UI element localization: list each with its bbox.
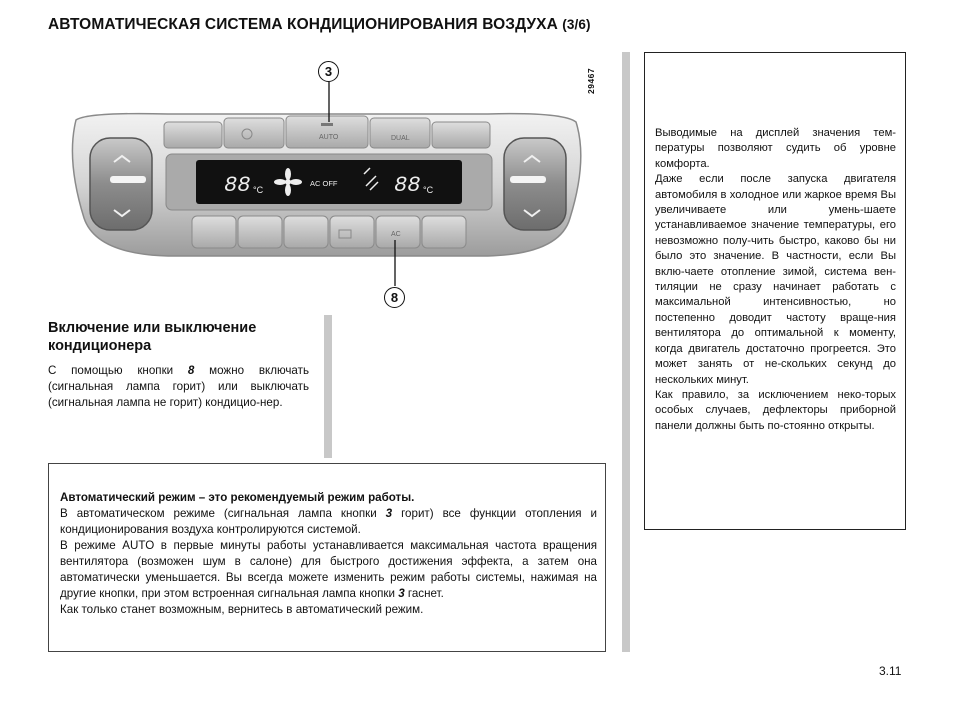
climate-panel-illustration (48, 50, 608, 312)
button-number-3-b: 3 (398, 587, 405, 600)
callout-3: 3 (318, 61, 339, 82)
display-right-digits: 88 (394, 173, 421, 198)
top-button-5 (432, 122, 490, 148)
note-bold-line: Автоматический режим – это рекомендуемый режим работы. (60, 491, 415, 504)
right-knob (504, 138, 566, 230)
callout-8: 8 (384, 287, 405, 308)
sidebox-paragraph-1: Выводимые на дисплей значения тем-пературы позволяют судить об уровне комфорта. (655, 127, 896, 170)
display-left-unit: °C (253, 185, 264, 195)
sidebox-paragraph-2: Даже если после запуска двигателя автомобиля в холодное или жаркое время Вы увеличиваете или умень-шаете устанавливаемое значение температуры, его невозможно полу-чить быстро, каково бы ни было это значение. В частности, если Вы вклю-чаете отопление зимой, система вен-тиляции не сразу начинает работать с максимальной интенсивностью, но постепенно доводит частоту враще-ния вентилятора до оптимальной к моменту, когда двигатель достаточно прогреется. Это может занять от не-скольких секунд до нескольких минут. (655, 173, 896, 386)
bottom-button-3 (284, 216, 328, 248)
section-heading: Включение или выключение кондиционера (48, 320, 257, 354)
left-margin-bar (324, 315, 332, 458)
top-button-1 (164, 122, 222, 148)
climate-panel-figure (48, 50, 608, 312)
center-margin-bar (622, 52, 630, 652)
dual-label: DUAL (391, 135, 410, 142)
auto-led (321, 123, 333, 126)
auto-mode-note (48, 463, 606, 652)
display-right-unit: °C (423, 185, 434, 195)
bottom-button-1 (192, 216, 236, 248)
note-paragraph-3: В режиме AUTO в первые минуты работы устанавливается максимальная частота вращения вентилятора (возможен шум в салоне) для быстрого достижения эффекта, а затем она автоматически уменьшается. Вы всегда можете изменить режим работы системы, нажимая на другие кнопки, при этом встроенная сигнальная лампа кнопки 3 гаснет. (60, 539, 597, 600)
button-number-8: 8 (187, 364, 195, 377)
page-title (48, 16, 591, 34)
top-button-2 (224, 118, 284, 148)
note-paragraph-4: Как только станет возможным, вернитесь в автоматический режим. (60, 603, 424, 616)
section-body-post: можно включать (сигнальная лампа горит) или выключать (сигнальная лампа не горит) кондицио-нер. (48, 364, 309, 409)
figure-code: 29467 (586, 67, 596, 94)
bottom-button-6 (422, 216, 466, 248)
page-number: 3.11 (879, 664, 902, 678)
display-left-digits: 88 (224, 173, 251, 198)
ac-off-label: AC OFF (310, 179, 338, 188)
button-number-3: 3 (385, 507, 393, 520)
note-paragraph-2: В автоматическом режиме (сигнальная лампа кнопки 3 горит) все функции отопления и кондиционирования воздуха контролируются системой. (60, 507, 597, 536)
title-part: (3/6) (562, 17, 591, 32)
sidebox-paragraph-3: Как правило, за исключением неко-торых особых случаев, дефлекторы приборной панели должны быть по-стоянно открыты. (655, 388, 896, 432)
ac-label: AC (391, 231, 401, 238)
section-body-pre: С помощью кнопки (48, 364, 188, 377)
section-body (48, 363, 309, 411)
dual-button (370, 118, 430, 148)
comfort-sidebox (644, 52, 906, 530)
bottom-button-4 (330, 216, 374, 248)
auto-button (286, 116, 368, 148)
title-text: АВТОМАТИЧЕСКАЯ СИСТЕМА КОНДИЦИОНИРОВАНИЯ ВОЗДУХА (48, 16, 558, 33)
bottom-button-2 (238, 216, 282, 248)
auto-label: AUTO (319, 134, 339, 141)
